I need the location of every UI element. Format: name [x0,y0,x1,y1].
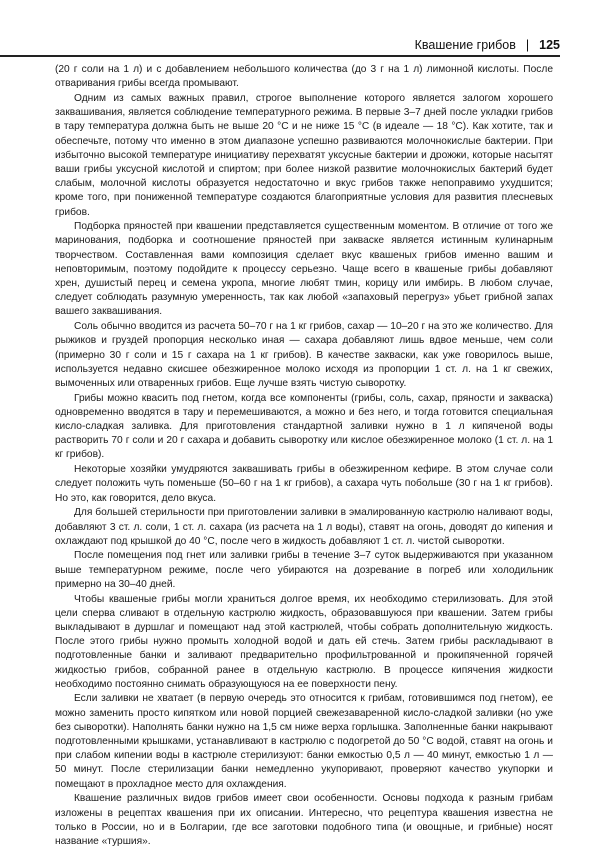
header-separator: | [525,38,530,52]
paragraph: Некоторые хозяйки умудряются заквашивать грибы в обезжиренном кефире. В этом случае соли следует положить чуть поменьше (50–60 г на 1 кг грибов), а сахара чуть побольше (30 г на 1 кг грибов). Но это, как говорится, дело вкуса. [55,464,553,504]
paragraph: Грибы можно квасить под гнетом, когда все компоненты (грибы, соль, сахар, пряности и закваска) одновременно вводятся в тару и перемешиваются, а можно и без него, и тогда готовится специальная кисло-сладкая заливка. Для приготовления стандартной заливки нужно в 1 л кипяченой воды растворить 70 г соли и 20 г сахара и добавить сыворотку или кислое обезжиренное молоко (1 ст. л. на 1 кг грибов). [55,392,553,461]
paragraph: (20 г соли на 1 л) и с добавлением небольшого количества (до 3 г на 1 л) лимонной кислоты. После отваривания грибы всегда промывают. [55,64,553,90]
running-head [0,33,560,57]
paragraph: Квашение различных видов грибов имеет свои особенности. Основы подхода к разным грибам изложены в рецептах квашения при их описании. Интересно, что рецептура квашения известна не только в России, но и в Болгарии, где все заготовки подобного типа (и овощные, и грибные) носят название «туршия». [55,793,553,847]
page-number: 125 [539,38,560,52]
chapter-title: Квашение грибов [414,38,516,52]
paragraph: Если заливки не хватает (в первую очередь это относится к грибам, готовившимся под гнетом), ее можно заменить просто кипятком или новой порцией свежезаваренной кисло-сладкой заливки (но уже без сыворотки). Наполнять банки нужно на 1,5 см ниже верха горлышка. Заполненные банки накрывают подготовленными крышками, устанавливают в кастрюлю с подогретой до 50 °С водой, ставят на огонь и при слабом кипении воды в кастрюле стерилизуют: банки емкостью 0,5 л — 40 минут, емкостью 1 л — 50 минут. После стерилизации банки немедленно укупоривают, проверяют качество укупорки и помещают в прохладное место для охлаждения. [55,693,553,790]
paragraph: Одним из самых важных правил, строгое выполнение которого является залогом хорошего заквашивания, является соблюдение температурного режима. В первые 3–7 дней после укладки грибов в тару температура должна быть не выше 20 °С и не ниже 15 °С (в идеале — 18 °С). Как хотите, так и обеспечьте, потому что именно в этом диапазоне успешно развиваются молочнокислые бактерии. При избыточно высокой температуре инициативу перехватят уксусные бактерии и дрожжи, которые насытят ваши грибы уксусной кислотой и спиртом; при более низкой развитие молочнокислых бактерий будет слабым, молочной кислоты образуется недостаточно и вкус грибов также непоправимо ухудшится; кроме того, при пониженной температуре создаются благоприятные условия для развития плесневых грибов. [55,92,553,218]
paragraph: Чтобы квашеные грибы могли храниться долгое время, их необходимо стерилизовать. Для этой цели сперва сливают в отдельную кастрюлю жидкость, образовавшуюся при квашении. Затем грибы выкладывают в дуршлаг и помещают над этой кастрюлей, чтобы собрать дополнительную жидкость. После этого грибы нужно промыть холодной водой и дать ей стечь. Затем грибы раскладывают в подготовленные банки и заливают предварительно профильтрованной и прокипяченной горячей жидкостью грибов, собранной ранее в отдельную кастрюлю. В процессе кипячения жидкости необходимо постоянно снимать образующуюся на ее поверхности пену. [55,593,553,690]
paragraph: Для большей стерильности при приготовлении заливки в эмалированную кастрюлю наливают воды, добавляют 3 ст. л. соли, 1 ст. л. сахара (из расчета на 1 л воды), ставят на огонь, доводят до кипения и охлаждают под крышкой до 40 °С, после чего в жидкость добавляют 1 ст. л. чистой сыворотки. [55,507,553,547]
paragraph: Подборка пряностей при квашении представляется существенным моментом. В отличие от того же маринования, подборка и соотношение пряностей при закваске является истинным кулинарным творчеством. Составленная вами композиция сделает вкус квашеных грибов именно вашим и неповторимым, поэтому подойдите к процессу серьезно. Чаще всего в квашеные грибы добавляют хрен, душистый перец и семена укропа, многие любят тмин, корицу или имбирь. В любом случае, следует соблюдать разумную умеренность, так как любой «запаховый перегруз» убьет грибной запах вашего заквашивания. [55,221,553,318]
body-text [55,63,553,850]
paragraph: Соль обычно вводится из расчета 50–70 г на 1 кг грибов, сахар — 10–20 г на это же количество. Для рыжиков и груздей пропорция несколько иная — сахара добавляют лишь вдвое меньше, чем соли (примерно 30 г соли и 15 г сахара на 1 кг грибов). В качестве закваски, как уже говорилось выше, используется недавно скисшее обезжиренное молоко исходя из пропорции 1 ст. л. на 1 кг свежих, вымоченных или отваренных грибов. Еще лучше взять чистую сыворотку. [55,321,553,389]
header-rule [0,55,560,57]
paragraph: После помещения под гнет или заливки грибы в течение 3–7 суток выдерживаются при указанном выше температурном режиме, после чего убираются на дозревание в погреб или холодильник примерно на 30–40 дней. [55,550,553,590]
